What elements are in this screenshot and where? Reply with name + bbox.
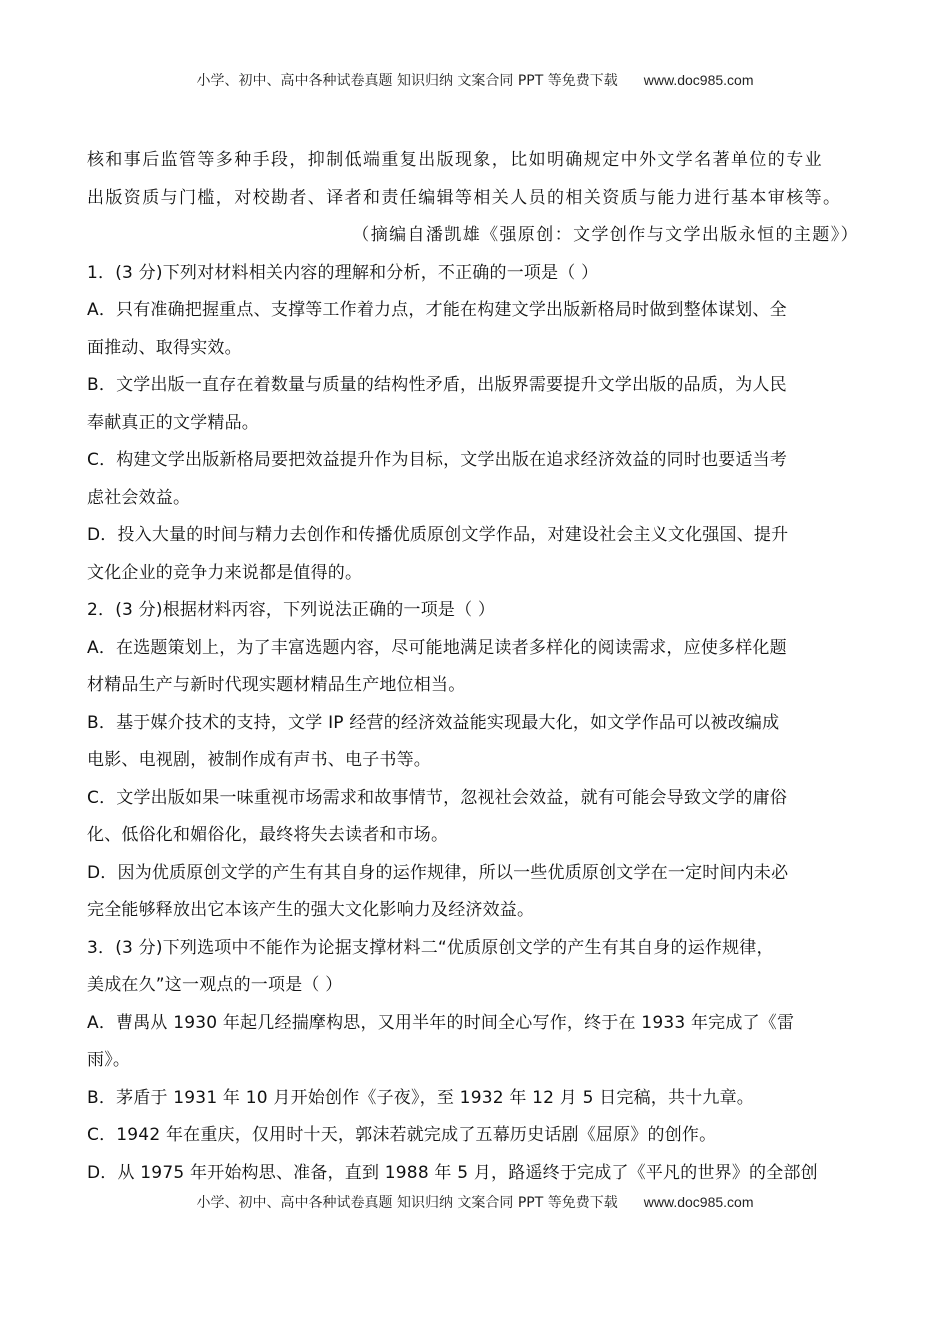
footer-url[interactable]: www.doc985.com bbox=[643, 1194, 754, 1210]
document-body bbox=[87, 142, 865, 1192]
question-2-option-c: C．文学出版如果一味重视市场需求和故事情节，忽视社会效益，就有可能会导致文学的庸俗 bbox=[87, 787, 788, 808]
question-3-option-a-cont: 雨》。 bbox=[87, 1050, 131, 1070]
question-2-option-c-cont: 化、低俗化和媚俗化，最终将失去读者和市场。 bbox=[87, 825, 449, 845]
question-3-option-c: C．1942 年在重庆，仅用时十天，郭沫若就完成了五幕历史话剧《屈原》的创作。 bbox=[87, 1125, 717, 1145]
question-2-option-a-cont: 材精品生产与新时代现实题材精品生产地位相当。 bbox=[87, 675, 466, 695]
question-1-option-b: B．文学出版一直存在着数量与质量的结构性矛盾，出版界需要提升文学出版的品质，为人民 bbox=[87, 375, 787, 395]
question-3-option-d: D．从 1975 年开始构思、准备，直到 1988 年 5 月，路遥终于完成了《平凡的世界》的全部创 bbox=[87, 1162, 818, 1183]
question-2-option-d-cont: 完全能够释放出它本该产生的强大文化影响力及经济效益。 bbox=[87, 900, 535, 920]
question-1-option-a: A．只有准确把握重点、支撑等工作着力点，才能在构建文学出版新格局时做到整体谋划、全 bbox=[87, 300, 787, 320]
passage-line: 出版资质与门槛，对校勘者、译者和责任编辑等相关人员的相关资质与能力进行基本审核等。 bbox=[87, 187, 842, 208]
question-3-option-b: B．茅盾于 1931 年 10 月开始创作《子夜》，至 1932 年 12 月 5 日完稿，共十九章。 bbox=[87, 1087, 755, 1108]
question-1-option-c: C．构建文学出版新格局要把效益提升作为目标，文学出版在追求经济效益的同时也要适当考 bbox=[87, 450, 788, 470]
question-3-stem-cont: 美成在久”这一观点的一项是（ ） bbox=[87, 975, 343, 995]
question-1-stem: 1．(3 分)下列对材料相关内容的理解和分析，不正确的一项是（ ） bbox=[87, 262, 599, 283]
header-url[interactable]: www.doc985.com bbox=[643, 72, 754, 88]
question-2-option-b-cont: 电影、电视剧，被制作成有声书、电子书等。 bbox=[87, 750, 431, 770]
question-3-option-a: A．曹禺从 1930 年起几经揣摩构思，又用半年的时间全心写作，终于在 1933 年完成了《雷 bbox=[87, 1012, 795, 1033]
footer-text: 小学、初中、高中各种试卷真题 知识归纳 文案合同 PPT 等免费下载 bbox=[196, 1195, 618, 1211]
page-footer bbox=[0, 1192, 950, 1212]
question-1-option-a-cont: 面推动、取得实效。 bbox=[87, 337, 242, 358]
question-1-option-b-cont: 奉献真正的文学精品。 bbox=[87, 412, 259, 433]
header-text: 小学、初中、高中各种试卷真题 知识归纳 文案合同 PPT 等免费下载 bbox=[196, 73, 618, 89]
question-1-option-d-cont: 文化企业的竞争力来说都是值得的。 bbox=[87, 562, 363, 583]
question-3-stem: 3．(3 分)下列选项中不能作为论据支撑材料二“优质原创文学的产生有其自身的运作规律， bbox=[87, 937, 774, 958]
question-1-option-d: D．投入大量的时间与精力去创作和传播优质原创文学作品，对建设社会主义文化强国、提升 bbox=[87, 525, 789, 545]
question-2-stem: 2．(3 分)根据材料丙容，下列说法正确的一项是（ ） bbox=[87, 600, 496, 620]
question-2-option-a: A．在选题策划上，为了丰富选题内容，尽可能地满足读者多样化的阅读需求，应使多样化题 bbox=[87, 637, 787, 658]
question-2-option-d: D．因为优质原创文学的产生有其自身的运作规律，所以一些优质原创文学在一定时间内未必 bbox=[87, 862, 789, 883]
page-header bbox=[0, 70, 950, 90]
passage-line: 核和事后监管等多种手段，抑制低端重复出版现象，比如明确规定中外文学名著单位的专业 bbox=[87, 150, 823, 170]
question-2-option-b: B．基于媒介技术的支持，文学 IP 经营的经济效益能实现最大化，如文学作品可以被改编成 bbox=[87, 712, 780, 733]
question-1-option-c-cont: 虑社会效益。 bbox=[87, 487, 191, 508]
passage-source: （摘编自潘凯雄《强原创：文学创作与文学出版永恒的主题》） bbox=[352, 225, 859, 245]
